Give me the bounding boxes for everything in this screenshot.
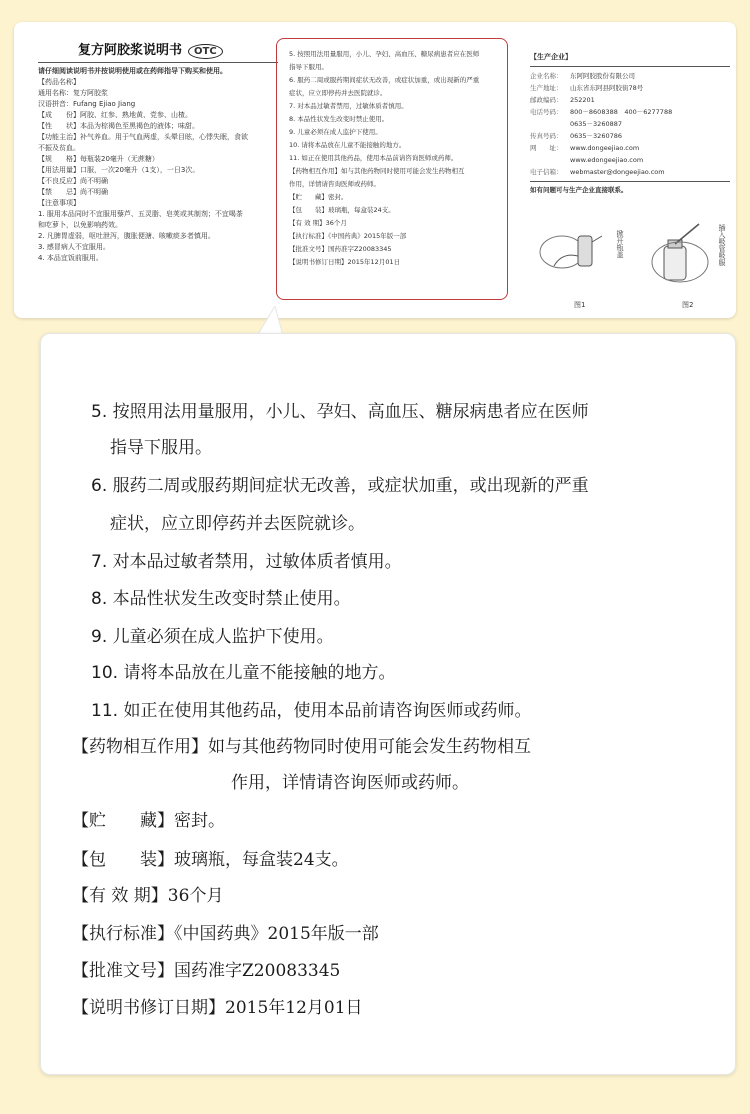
leaflet-line: 4. 本品宜饭前服用。 bbox=[38, 254, 103, 262]
leaflet-line: 【有 效 期】36个月 bbox=[289, 219, 347, 227]
leaflet-line: 【药物相互作用】如与其他药物同时使用可能会发生药物相互 bbox=[289, 167, 465, 175]
leaflet-column-1 bbox=[38, 43, 278, 264]
main-line-10: 【药物相互作用】如与其他药物同时使用可能会发生药物相互 bbox=[72, 737, 531, 757]
leaflet-line: 症状，应立即停药并去医院就诊。 bbox=[289, 89, 387, 97]
manufacturer-row-value: 800－8608388 400－6277788 bbox=[570, 108, 673, 116]
fig1-caption: 掀开瓶盖 bbox=[616, 230, 624, 258]
leaflet-thumbnail bbox=[14, 22, 736, 318]
main-line-14: 【有 效 期】36个月 bbox=[72, 886, 224, 906]
main-line-4: 症状，应立即停药并去医院就诊。 bbox=[110, 514, 365, 534]
manufacturer-row-key bbox=[530, 154, 570, 166]
main-line-7: 9. 儿童必须在成人监护下使用。 bbox=[91, 627, 334, 647]
leaflet-line: 8. 本品性状发生改变时禁止使用。 bbox=[289, 115, 389, 123]
leaflet-line: 【注意事项】 bbox=[38, 199, 80, 207]
main-line-2: 指导下服用。 bbox=[110, 438, 212, 458]
leaflet-line: 【包 装】玻璃瓶，每盒装24支。 bbox=[289, 206, 395, 214]
leaflet-line: 【说明书修订日期】2015年12月01日 bbox=[289, 258, 401, 266]
leaflet-line: 10. 请将本品放在儿童不能接触的地方。 bbox=[289, 141, 406, 149]
leaflet-line: 不振及贫血。 bbox=[38, 144, 80, 152]
manufacturer-row bbox=[530, 154, 730, 166]
leaflet-line: 1. 服用本品同时不宜服用藜芦、五灵脂、皂荚或其制剂；不宜喝茶 bbox=[38, 210, 243, 218]
divider bbox=[530, 66, 730, 67]
main-line-6: 8. 本品性状发生改变时禁止使用。 bbox=[91, 589, 351, 609]
manufacturer-row-key: 电子信箱： bbox=[530, 168, 563, 176]
leaflet-line: 【用法用量】口服，一次20毫升（1支），一日3次。 bbox=[38, 166, 200, 174]
leaflet-line: 5. 按照用法用量服用，小儿、孕妇、高血压、糖尿病患者应在医师 bbox=[289, 50, 480, 58]
manufacturer-row-value: www.dongeejiao.com bbox=[570, 144, 640, 152]
leaflet-line: 【成 份】阿胶、红参、熟地黄、党参、山楂。 bbox=[38, 111, 192, 119]
manufacturer-row-key: 生产地址： bbox=[530, 84, 563, 92]
main-line-12: 【贮 藏】密封。 bbox=[72, 811, 225, 831]
main-line-9: 11. 如正在使用其他药品，使用本品前请咨询医师或药师。 bbox=[91, 701, 532, 721]
main-line-1: 5. 按照用法用量服用，小儿、孕妇、高血压、糖尿病患者应在医师 bbox=[91, 402, 589, 422]
manufacturer-row bbox=[530, 106, 730, 118]
divider bbox=[38, 62, 278, 63]
manufacturer-row-value: 252201 bbox=[570, 96, 595, 104]
zoomed-section bbox=[40, 333, 736, 1075]
manufacturer-row-key: 邮政编码： bbox=[530, 96, 563, 104]
leaflet-line: 7. 对本品过敏者禁用，过敏体质者慎用。 bbox=[289, 102, 408, 110]
main-line-15: 【执行标准】《中国药典》2015年版一部 bbox=[72, 924, 379, 944]
bottle-cap-illustration bbox=[534, 222, 624, 284]
main-line-13: 【包 装】玻璃瓶，每盒装24支。 bbox=[72, 850, 349, 870]
leaflet-line: 【性 状】本品为棕褐色至黑褐色的液体；味甜。 bbox=[38, 122, 199, 130]
leaflet-line: 指导下服用。 bbox=[289, 63, 328, 71]
main-line-3: 6. 服药二周或服药期间症状无改善，或症状加重，或出现新的严重 bbox=[91, 476, 589, 496]
main-line-8: 10. 请将本品放在儿童不能接触的地方。 bbox=[91, 663, 396, 683]
manufacturer-row-key: 电话号码： bbox=[530, 108, 563, 116]
fig2-label: 图2 bbox=[682, 301, 694, 309]
fig2-caption: 插入吸管吸服 bbox=[718, 224, 726, 266]
manufacturer-row-key: 企业名称： bbox=[530, 72, 563, 80]
manufacturer-row-value: 0635－3260786 bbox=[570, 132, 622, 140]
leaflet-line: 通用名称：复方阿胶浆 bbox=[38, 89, 108, 97]
manufacturer-row bbox=[530, 70, 730, 82]
manufacturer-row bbox=[530, 94, 730, 106]
leaflet-line: 作用，详情请咨询医师或药师。 bbox=[289, 180, 380, 188]
leaflet-line: 【功能主治】补气养血。用于气血两虚，头晕目眩，心悸失眠，食欲 bbox=[38, 133, 248, 141]
main-line-5: 7. 对本品过敏者禁用，过敏体质者慎用。 bbox=[91, 552, 402, 572]
manufacturer-header: 【生产企业】 bbox=[530, 53, 572, 61]
leaflet-line: 2. 凡脾胃虚弱，呕吐泄泻，腹胀便溏、咳嗽痰多者慎用。 bbox=[38, 232, 215, 240]
manufacturer-column bbox=[530, 52, 730, 196]
manufacturer-row bbox=[530, 130, 730, 142]
leaflet-intro: 请仔细阅读说明书并按说明使用或在药师指导下购买和使用。 bbox=[38, 67, 227, 75]
highlighted-section bbox=[276, 38, 508, 300]
leaflet-col2-lines bbox=[289, 49, 495, 267]
leaflet-line: 【不良反应】尚不明确 bbox=[38, 177, 108, 185]
manufacturer-row-value: webmaster@dongeejiao.com bbox=[570, 168, 665, 176]
leaflet-line: 【规 格】每瓶装20毫升（无蔗糖） bbox=[38, 155, 159, 163]
manufacturer-row-key: 网 址： bbox=[530, 144, 563, 152]
leaflet-line: 汉语拼音：Fufang Ejiao Jiang bbox=[38, 100, 136, 108]
usage-figures bbox=[534, 222, 734, 312]
divider bbox=[530, 181, 730, 182]
otc-badge: OTC bbox=[188, 44, 223, 59]
leaflet-title: 复方阿胶浆说明书 bbox=[78, 43, 183, 58]
leaflet-line: 9. 儿童必须在成人监护下使用。 bbox=[289, 128, 382, 136]
straw-illustration bbox=[644, 222, 714, 284]
leaflet-line: 11. 如正在使用其他药品，使用本品前请咨询医师或药师。 bbox=[289, 154, 458, 162]
manufacturer-row-key bbox=[530, 118, 570, 130]
leaflet-line: 【药品名称】 bbox=[38, 78, 80, 86]
main-line-17: 【说明书修订日期】2015年12月01日 bbox=[72, 998, 363, 1018]
manufacturer-row-value: www.edongeejiao.com bbox=[570, 156, 644, 164]
manufacturer-rows bbox=[530, 70, 730, 178]
main-line-16: 【批准文号】国药准字Z20083345 bbox=[72, 961, 341, 981]
manufacturer-footer: 如有问题可与生产企业直接联系。 bbox=[530, 186, 628, 194]
manufacturer-row-key: 传真号码： bbox=[530, 132, 563, 140]
manufacturer-row bbox=[530, 118, 730, 130]
leaflet-line: 【执行标准】《中国药典》2015年版一部 bbox=[289, 232, 407, 240]
manufacturer-row bbox=[530, 142, 730, 154]
leaflet-line: 【贮 藏】密封。 bbox=[289, 193, 348, 201]
leaflet-line: 【禁 忌】尚不明确 bbox=[38, 188, 108, 196]
manufacturer-row-value: 0635－3260887 bbox=[570, 120, 622, 128]
leaflet-line: 6. 服药二周或服药期间症状无改善，或症状加重，或出现新的严重 bbox=[289, 76, 480, 84]
leaflet-line: 3. 感冒病人不宜服用。 bbox=[38, 243, 110, 251]
manufacturer-row bbox=[530, 166, 730, 178]
fig1-label: 图1 bbox=[574, 301, 586, 309]
manufacturer-row-value: 山东省东阿县阿胶街78号 bbox=[570, 84, 644, 92]
leaflet-col1-lines bbox=[38, 77, 278, 264]
manufacturer-row bbox=[530, 82, 730, 94]
leaflet-line: 和吃萝卜，以免影响药效。 bbox=[38, 221, 122, 229]
main-line-11: 作用，详情请咨询医师或药师。 bbox=[231, 773, 469, 793]
manufacturer-row-value: 东阿阿胶股份有限公司 bbox=[570, 72, 635, 80]
leaflet-line: 【批准文号】国药准字Z20083345 bbox=[289, 245, 392, 253]
